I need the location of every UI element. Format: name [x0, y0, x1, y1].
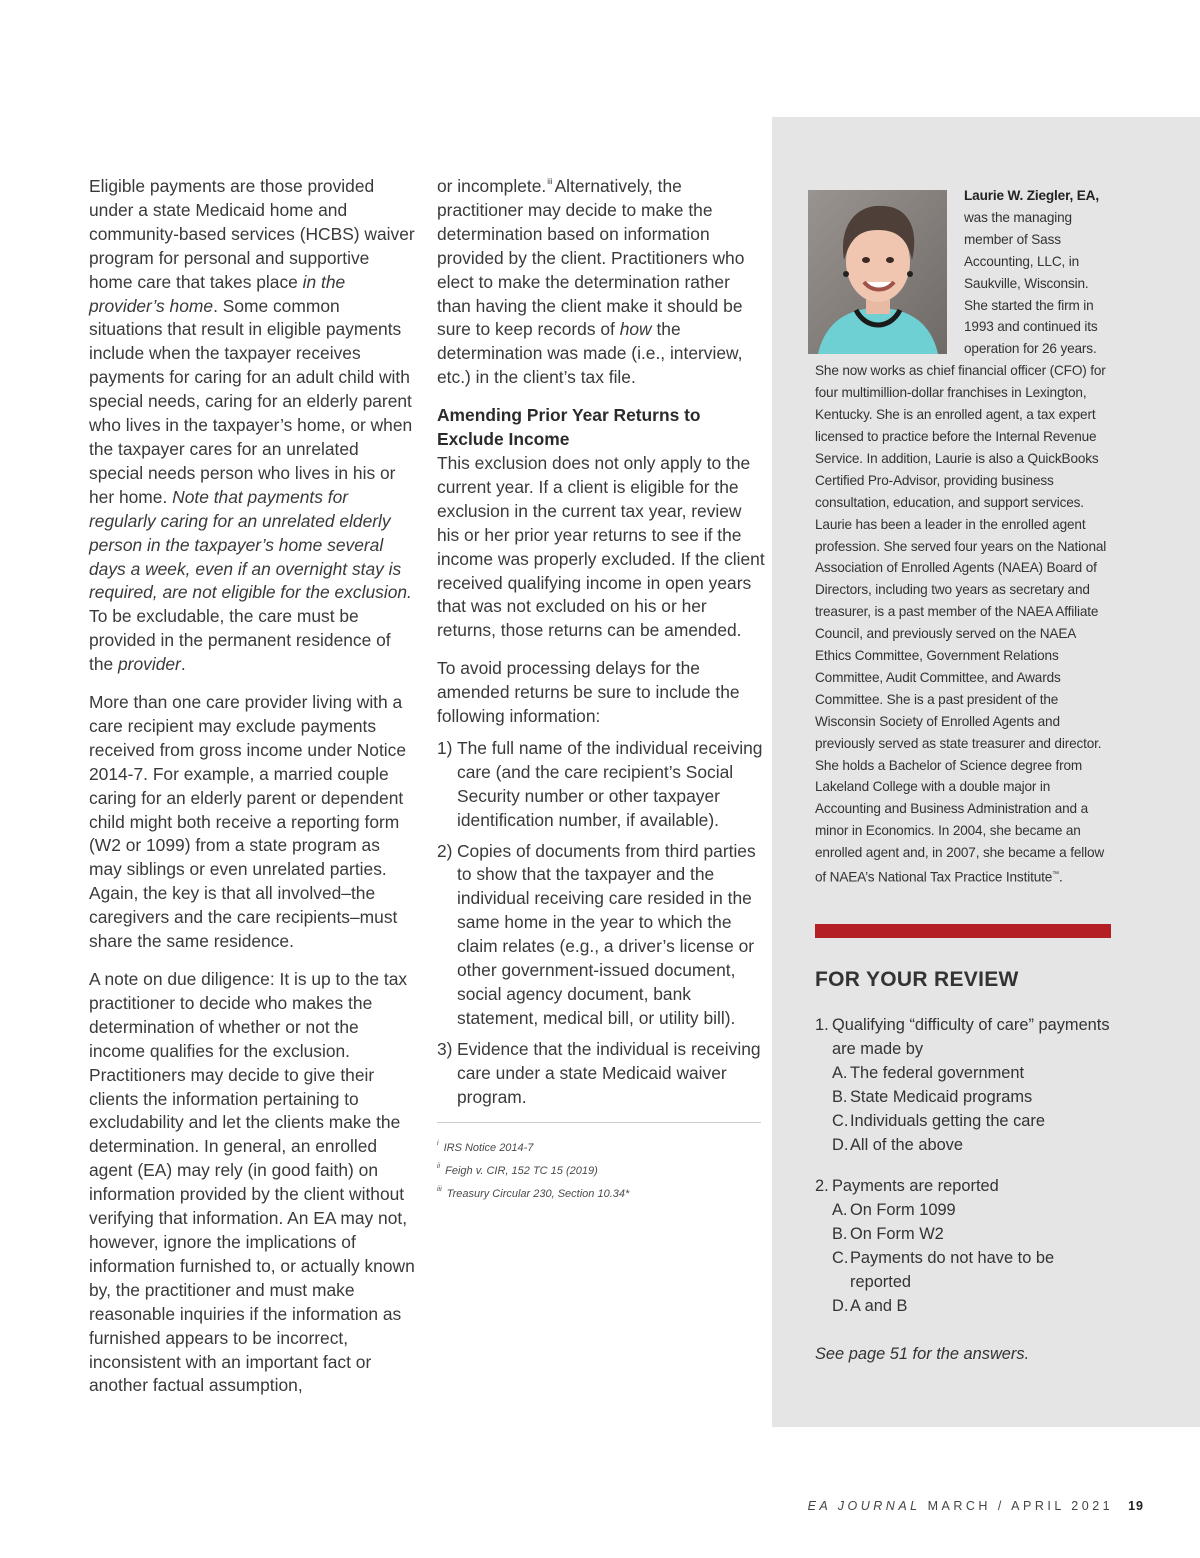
answers-note: See page 51 for the answers. — [815, 1344, 1030, 1363]
page-footer — [808, 1499, 1144, 1513]
paragraph-eligible-payments: Eligible payments are those provided under a state Medicaid home and community-based services (HCBS) waiver program for personal and supportive home care that takes place in the provider’s home. Some common situations that result in eligible payments include when the taxpayer receives payments for caring for an adult child with special needs, caring for an elderly parent who lives in the taxpayer’s home, or when the taxpayer cares for an unrelated special needs person who lives in his or her home. Note that payments for regularly caring for an unrelated elderly person in the taxpayer’s home several days a week, even if an overnight stay is required, are not eligible for the exclusion. To be excludable, the care must be provided in the permanent residence of the provider. — [89, 176, 415, 675]
answer-option: D. All of the above — [832, 1135, 963, 1154]
article-column-1 — [89, 175, 417, 1412]
author-name: Laurie W. Ziegler, EA, — [964, 188, 1099, 203]
answer-option: C. Payments do not have to be reported — [832, 1249, 1055, 1292]
list-item: 3) Evidence that the individual is receiving care under a state Medicaid waiver program. — [437, 1038, 761, 1107]
answer-option: A. The federal government — [832, 1063, 1025, 1082]
footnote-reference: iii — [547, 177, 553, 186]
review-questions — [815, 1014, 1111, 1367]
required-info-list — [437, 737, 765, 1110]
question-1: 1. Qualifying “difficulty of care” payments are made by A. The federal government B. State Medicaid programs C. Individuals getting the care D. All of the above — [815, 1014, 1111, 1157]
answer-option: D. A and B — [832, 1296, 908, 1315]
question-2: 2. Payments are reported A. On Form 1099 B. On Form W2 C. Payments do not have to be reported D. A and B — [815, 1175, 1111, 1318]
paragraph-exclusion-scope: This exclusion does not only apply to the current year. If a client is eligible for the exclusion in the current tax year, review his or her prior year returns to see if the income was properly excluded. If the client received qualifying income in open years that was not excluded on his or her returns, those returns can be amended. — [437, 452, 765, 641]
answer-option: B. State Medicaid programs — [832, 1087, 1033, 1106]
section-divider — [815, 924, 1111, 938]
footnote: $^{ii}$ Feigh v. CIR, 152 TC 15 (2019) — [437, 1162, 598, 1177]
answer-option: C. Individuals getting the care — [832, 1111, 1045, 1130]
footnote: $^i$ IRS Notice 2014-7 — [437, 1139, 534, 1154]
footnotes — [437, 1122, 761, 1206]
review-heading: FOR YOUR REVIEW — [815, 968, 1019, 991]
paragraph-multiple-providers: More than one care provider living with a care recipient may exclude payments received from gross income under Notice 2014-7. For example, a married couple caring for an elderly parent or dependent child might both receive a reporting form (W2 or 1099) from a state program as may siblings or even unrelated parties. Again, the key is that all involved–the caregivers and the care recipients–must share the same residence. — [89, 692, 407, 952]
paragraph-determination: or incomplete.$^{iii}$ Alternatively, the practitioner may decide to make the determination based on information provided by the client. Practitioners who elect to make the determination rather than having the client make it should be sure to keep records of how the determination was made (i.e., interview, etc.) in the client’s tax file. — [437, 176, 745, 388]
issue-date: MARCH / APRIL 2021 — [927, 1499, 1114, 1513]
footnote: $^{iii}$ Treasury Circular 230, Section 10.34* — [437, 1185, 630, 1200]
answer-option: A. On Form 1099 — [832, 1201, 956, 1220]
section-heading-amending: Amending Prior Year Returns to Exclude Income — [437, 405, 701, 450]
list-item: 2) Copies of documents from third parties to show that the taxpayer and the individual receiving care resided in the same home in the year to which the claim relates (e.g., a driver’s license or other government-issued document, social agency document, bank statement, medical bill, or utility bill). — [437, 840, 756, 1028]
paragraph-due-diligence: A note on due diligence: It is up to the tax practitioner to decide who makes the determination of whether or not the income qualifies for the exclusion. Practitioners may decide to give their clients the information pertaining to excludability and let the clients make the determination. In general, an enrolled agent (EA) may rely (in good faith) on information provided by the client without verifying that information. An EA may not, however, ignore the implications of information furnished to, or actually known by, the practitioner and must make reasonable inquiries if the information as furnished appears to be incorrect, inconsistent with an important fact or another factual assumption, — [89, 969, 415, 1396]
journal-name: EA JOURNAL — [807, 1499, 921, 1513]
page-number: 19 — [1128, 1499, 1144, 1513]
article-column-2 — [437, 175, 765, 1206]
answer-option: B. On Form W2 — [832, 1225, 944, 1244]
paragraph-avoid-delays: To avoid processing delays for the amended returns be sure to include the following information: — [437, 658, 740, 727]
author-bio: Laurie W. Ziegler, EA, was the managing member of Sass Accounting, LLC, in Saukville, Wisconsin. She started the firm in 1993 and continued its operation for 26 years. She now works as chief financial officer (CFO) for four multimillion-dollar franchises in Lexington, Kentucky. She is an enrolled agent, a tax expert licensed to practice before the Internal Revenue Service. In addition, Laurie is also a QuickBooks Certified Pro-Advisor, providing business consultation, education, and support services. Laurie has been a leader in the enrolled agent profession. She served four years on the National Association of Enrolled Agents (NAEA) Board of Directors, including two years as secretary and treasurer, is a past member of the NAEA Affiliate Council, and previously served on the NAEA Ethics Committee, Government Relations Committee, Audit Committee, and Awards Committee. She is a past president of the Wisconsin Society of Enrolled Agents and previously served as state treasurer and director. She holds a Bachelor of Science degree from Lakeland College with a double major in Accounting and Business Administration and a minor in Economics. In 2004, she became an enrolled agent and, in 2007, she became a fellow of NAEA’s National Tax Practice Institute™. — [815, 188, 1107, 885]
list-item: 1) The full name of the individual receiving care (and the care recipient’s Social Security number or other taxpayer identification number, if available). — [437, 737, 763, 830]
